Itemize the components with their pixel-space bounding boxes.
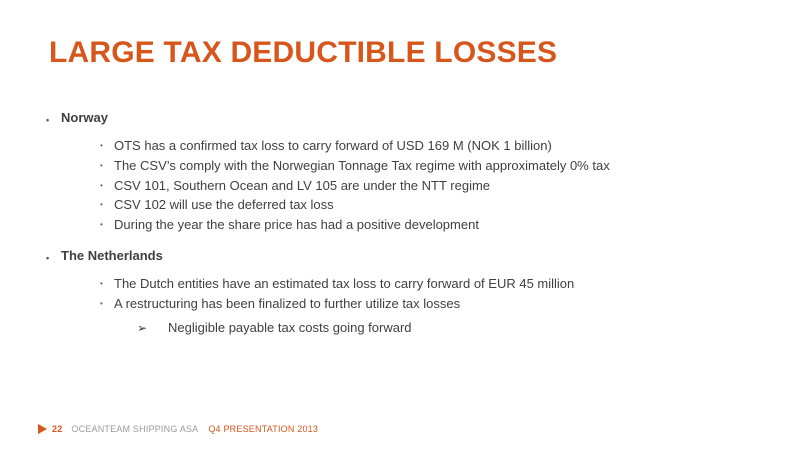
bullet-icon: • (100, 180, 103, 190)
conclusion (137, 320, 412, 335)
list-item: • CSV 102 will use the deferred tax loss (46, 195, 610, 215)
arrow-bullet-icon: ➢ (137, 320, 148, 335)
bullet-icon: • (100, 160, 103, 170)
section-norway (46, 110, 610, 235)
section-netherlands (46, 248, 574, 314)
triangle-icon (38, 424, 47, 434)
company-name: OCEANTEAM SHIPPING ASA (71, 424, 199, 434)
footer (38, 424, 318, 434)
bullet-icon: • (100, 200, 103, 210)
conclusion-text: Negligible payable tax costs going forward (168, 320, 412, 335)
bullet-icon: • (46, 115, 50, 125)
list-item: • The CSV’s comply with the Norwegian Tonnage Tax regime with approximately 0% tax (46, 156, 610, 176)
list-item: • OTS has a confirmed tax loss to carry forward of USD 169 M (NOK 1 billion) (46, 136, 610, 156)
slide-title: LARGE TAX DEDUCTIBLE LOSSES (49, 36, 558, 69)
presentation-name: Q4 PRESENTATION 2013 (208, 424, 319, 434)
list-item: • CSV 101, Southern Ocean and LV 105 are under the NTT regime (46, 176, 610, 196)
bullet-icon: • (100, 220, 103, 230)
bullet-icon: • (100, 298, 103, 308)
section-heading: The Netherlands (61, 248, 163, 263)
bullet-icon: • (46, 253, 50, 263)
list-item: • During the year the share price has had a positive development (46, 215, 610, 235)
list-item: • The Dutch entities have an estimated tax loss to carry forward of EUR 45 million (46, 274, 574, 294)
section-heading: Norway (61, 110, 108, 125)
bullet-icon: • (100, 279, 103, 288)
list-item: • A restructuring has been finalized to further utilize tax losses (46, 294, 574, 314)
bullet-icon: • (100, 141, 103, 150)
page-number: 22 (52, 424, 63, 434)
